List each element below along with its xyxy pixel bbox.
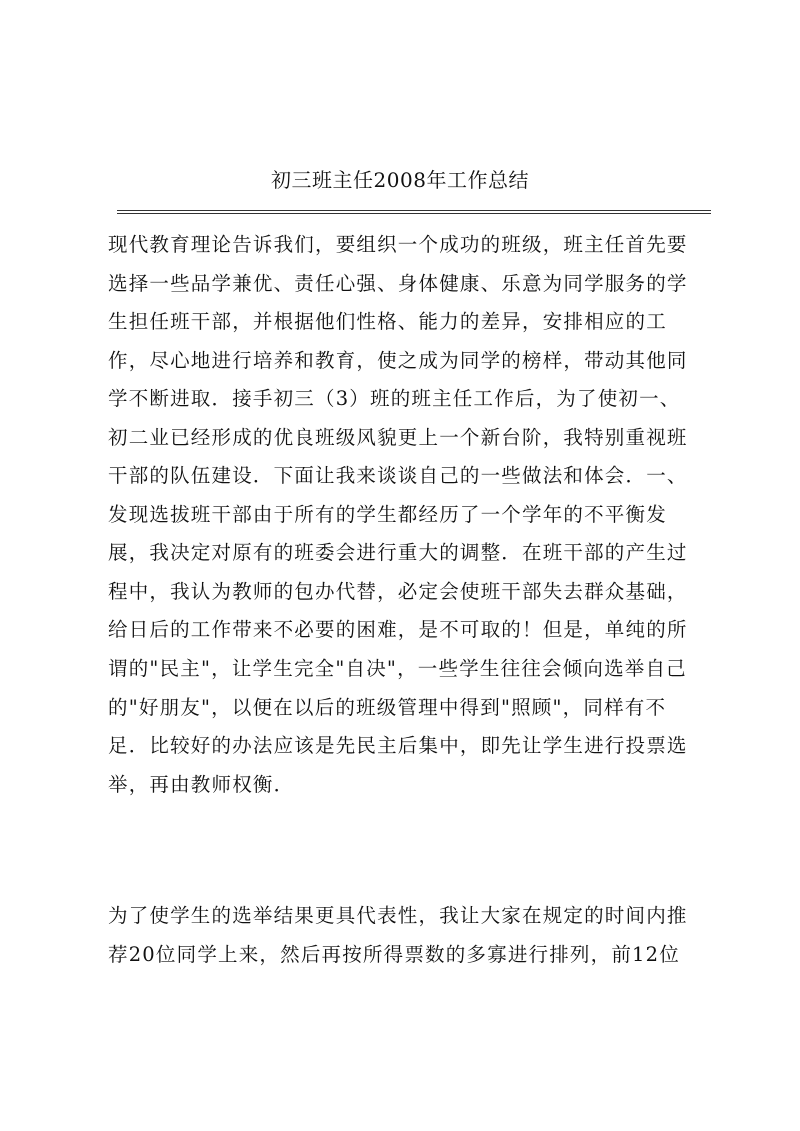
text-line: 现代教育理论告诉我们，要组织一个成功的班级，班主任首先要 (108, 233, 688, 256)
text-line: 作，尽心地进行培养和教育，使之成为同学的榜样，带动其他同 (108, 348, 688, 372)
text-line: 展，我决定对原有的班委会进行重大的调整．在班干部的产生过 (108, 541, 688, 565)
paragraph-2 (108, 897, 714, 974)
text-line: 生担任班干部，并根据他们性格、能力的差异，安排相应的工 (108, 310, 667, 334)
text-line: 的"好朋友"，以便在以后的班级管理中得到"照顾"，同样有不 (108, 695, 667, 719)
text-line: 谓的"民主"，让学生完全"自决"，一些学生往往会倾向选举自己 (108, 657, 687, 681)
text-line: 学不断进取．接手初三（3）班的班主任工作后，为了使初一、 (108, 387, 681, 411)
text-line: 干部的队伍建设．下面让我来谈谈自己的一些做法和体会．一、 (108, 464, 688, 488)
text-line: 初二业已经形成的优良班级风貌更上一个新台阶，我特别重视班 (108, 425, 688, 449)
text-line: 足．比较好的办法应该是先民主后集中，即先让学生进行投票选 (108, 734, 688, 758)
text-line: 荐20位同学上来，然后再按所得票数的多寡进行排列，前12位 (108, 942, 680, 966)
text-line: 选择一些品学兼优、责任心强、身体健康、乐意为同学服务的学 (108, 271, 688, 295)
document-title: 初三班主任2008年工作总结 (271, 168, 529, 192)
paragraph-1 (108, 226, 714, 804)
text-line: 给日后的工作带来不必要的困难，是不可取的！但是，单纯的所 (108, 618, 688, 642)
text-line: 举，再由教师权衡． (108, 772, 295, 796)
text-line: 发现选拔班干部由于所有的学生都经历了一个学年的不平衡发 (108, 502, 667, 526)
title-divider (117, 210, 711, 214)
text-line: 程中，我认为教师的包办代替，必定会使班干部失去群众基础， (108, 579, 688, 603)
text-line: 为了使学生的选举结果更具代表性，我让大家在规定的时间内推 (108, 904, 688, 927)
